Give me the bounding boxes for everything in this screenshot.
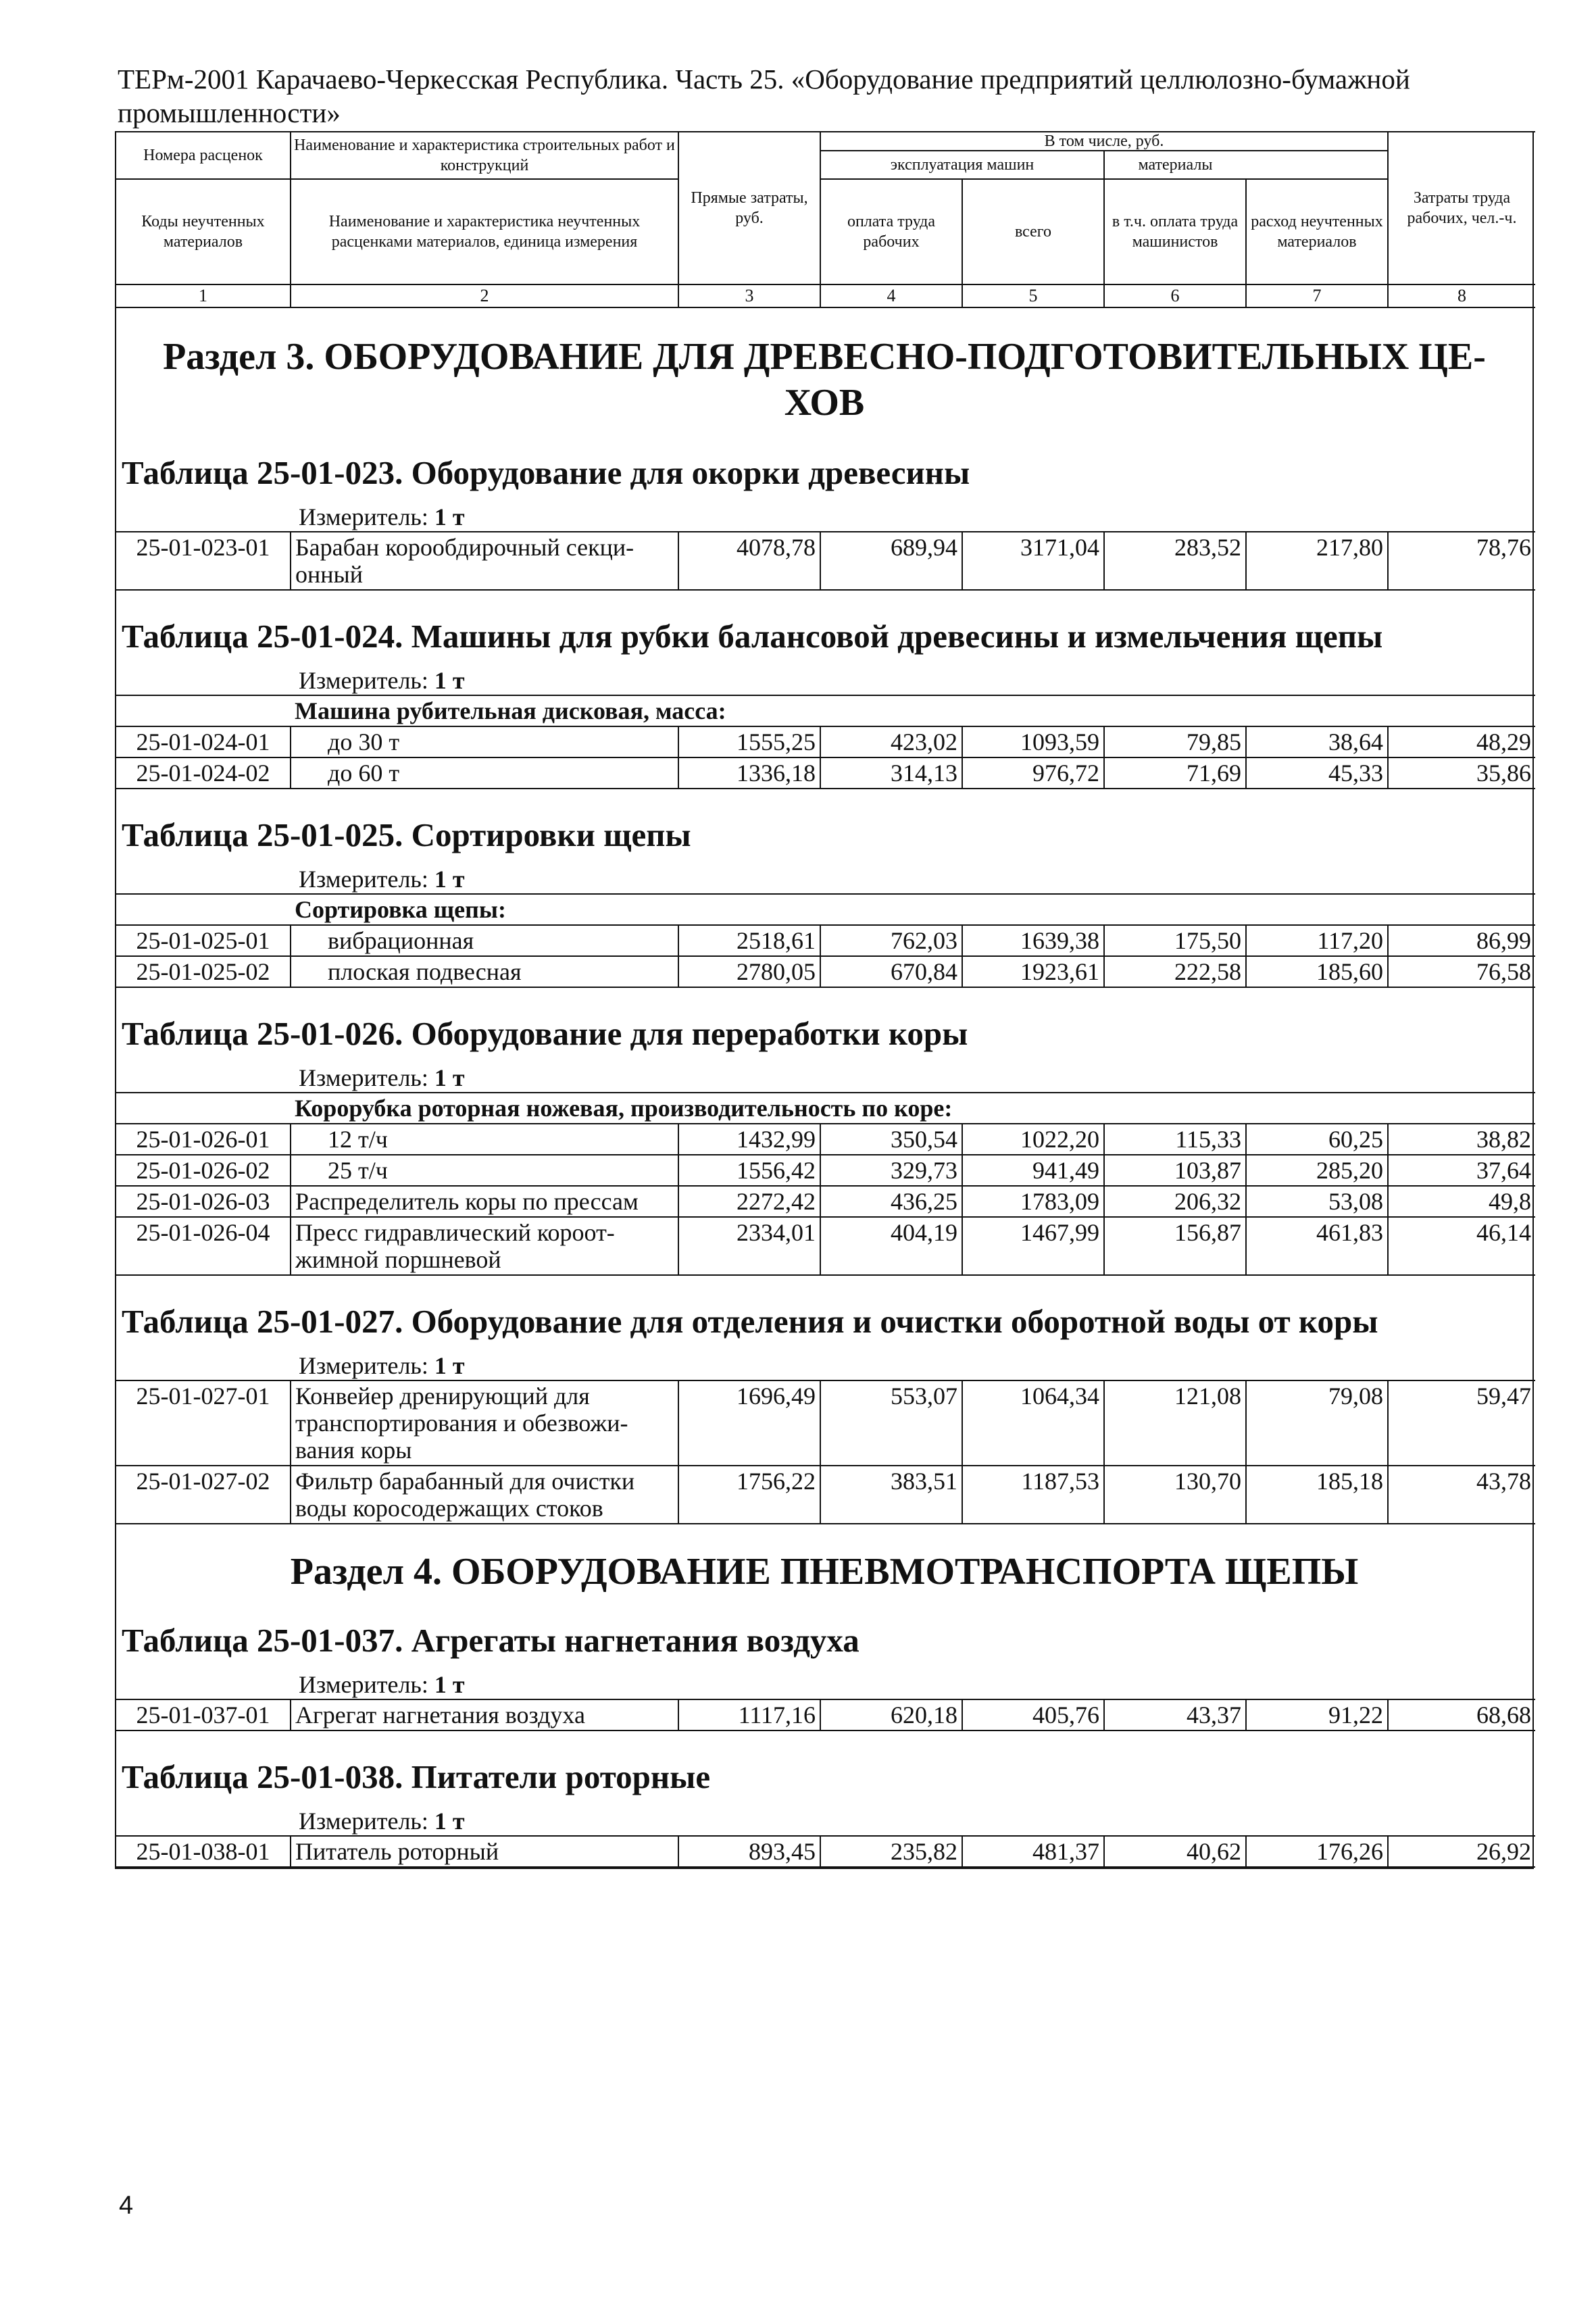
group-row bbox=[116, 695, 1535, 726]
section-title: Раздел 3. ОБОРУДОВАНИЕ ДЛЯ ДРЕВЕСНО-ПОДГОТОВИТЕЛЬНЫХ ЦЕ-ХОВ bbox=[163, 336, 1486, 424]
value-c4: 314,13 bbox=[820, 757, 962, 789]
col-name-header: Наименование и характеристика строительных работ и конструкций bbox=[291, 132, 678, 179]
meter-line bbox=[116, 1064, 1532, 1092]
table-row bbox=[116, 757, 1535, 789]
value-c7: 38,64 bbox=[1246, 726, 1388, 757]
value-c4: 329,73 bbox=[820, 1155, 962, 1186]
value-c5: 941,49 bbox=[962, 1155, 1104, 1186]
value-c5: 1093,59 bbox=[962, 726, 1104, 757]
col-labor-hours: Затраты труда рабочих, чел.-ч. bbox=[1388, 132, 1535, 284]
price-table bbox=[116, 531, 1535, 591]
work-name: Распределитель коры по прессам bbox=[291, 1186, 678, 1217]
value-c8: 35,86 bbox=[1388, 757, 1535, 789]
table-title: Таблица 25-01-026. Оборудование для переработки коры bbox=[122, 1015, 968, 1052]
col-materials-header: материалы bbox=[1104, 151, 1246, 179]
table-row bbox=[116, 1836, 1535, 1867]
value-c6: 121,08 bbox=[1104, 1380, 1246, 1466]
group-row bbox=[116, 894, 1535, 925]
group-code-cell bbox=[116, 1093, 291, 1124]
col-number: 1 bbox=[116, 284, 291, 307]
value-c5: 1639,38 bbox=[962, 925, 1104, 956]
meter-label: Измеритель: bbox=[299, 1808, 428, 1835]
value-c5: 1187,53 bbox=[962, 1466, 1104, 1524]
table-row bbox=[116, 1699, 1535, 1731]
value-c8: 76,58 bbox=[1388, 956, 1535, 987]
value-c8: 26,92 bbox=[1388, 1836, 1535, 1867]
group-code-cell bbox=[116, 695, 291, 726]
col-machinist-pay: в т.ч. оплата труда машинистов bbox=[1104, 179, 1246, 284]
meter-label: Измеритель: bbox=[299, 1671, 428, 1698]
table-row bbox=[116, 925, 1535, 956]
meter-value: 1 т bbox=[434, 866, 465, 893]
value-c5: 1467,99 bbox=[962, 1217, 1104, 1275]
work-name: Агрегат нагнетания воздуха bbox=[291, 1699, 678, 1731]
rate-code: 25-01-024-02 bbox=[116, 757, 291, 789]
meter-value: 1 т bbox=[434, 1671, 465, 1698]
rate-code: 25-01-023-01 bbox=[116, 532, 291, 590]
meter-value: 1 т bbox=[434, 1352, 465, 1379]
meter-label: Измеритель: bbox=[299, 503, 428, 530]
value-c5: 1783,09 bbox=[962, 1186, 1104, 1217]
work-name: Фильтр барабанный для очистки воды коросодержащих стоков bbox=[291, 1466, 678, 1524]
value-c3: 4078,78 bbox=[678, 532, 820, 590]
value-c7: 285,20 bbox=[1246, 1155, 1388, 1186]
value-c6: 175,50 bbox=[1104, 925, 1246, 956]
meter-value: 1 т bbox=[434, 503, 465, 530]
page-title: ТЕРм-2001 Карачаево-Черкесская Республика. Часть 25. «Оборудование предприятий целлюлозно-бумажной промышленности» bbox=[118, 64, 1410, 128]
column-numbers-row bbox=[116, 284, 1535, 307]
value-c7: 217,80 bbox=[1246, 532, 1388, 590]
price-table bbox=[116, 1092, 1535, 1276]
col-material-names: Наименование и характеристика неучтенных расценками материалов, единица измерения bbox=[291, 179, 678, 284]
value-c7: 60,25 bbox=[1246, 1124, 1388, 1155]
value-c6: 103,87 bbox=[1104, 1155, 1246, 1186]
meter-line bbox=[116, 1351, 1532, 1380]
value-c8: 78,76 bbox=[1388, 532, 1535, 590]
value-c7: 79,08 bbox=[1246, 1380, 1388, 1466]
meter-line bbox=[116, 503, 1532, 531]
value-c3: 1556,42 bbox=[678, 1155, 820, 1186]
col-material-codes: Коды неучтенных материалов bbox=[116, 179, 291, 284]
value-c7: 185,60 bbox=[1246, 956, 1388, 987]
value-c3: 1432,99 bbox=[678, 1124, 820, 1155]
meter-line bbox=[116, 666, 1532, 695]
value-c6: 40,62 bbox=[1104, 1836, 1246, 1867]
meter-value: 1 т bbox=[434, 667, 465, 694]
table-row bbox=[116, 1124, 1535, 1155]
document-body bbox=[116, 334, 1532, 1868]
work-name: до 60 т bbox=[291, 757, 678, 789]
work-name: Барабан корообдирочный секци-онный bbox=[291, 532, 678, 590]
group-code-cell bbox=[116, 894, 291, 925]
value-c5: 405,76 bbox=[962, 1699, 1104, 1731]
col-worker-pay: оплата труда рабочих bbox=[820, 179, 962, 284]
value-c6: 71,69 bbox=[1104, 757, 1246, 789]
value-c3: 1696,49 bbox=[678, 1380, 820, 1466]
col-number: 8 bbox=[1388, 284, 1535, 307]
rate-code: 25-01-026-04 bbox=[116, 1217, 291, 1275]
column-header bbox=[116, 131, 1535, 308]
value-c7: 117,20 bbox=[1246, 925, 1388, 956]
value-c3: 2272,42 bbox=[678, 1186, 820, 1217]
table-title: Таблица 25-01-023. Оборудование для окорки древесины bbox=[122, 454, 970, 491]
value-c8: 37,64 bbox=[1388, 1155, 1535, 1186]
col-machines-header: эксплуатация машин bbox=[820, 151, 1104, 179]
col-number: 2 bbox=[291, 284, 678, 307]
meter-label: Измеритель: bbox=[299, 866, 428, 893]
table-row bbox=[116, 1466, 1535, 1524]
value-c3: 2780,05 bbox=[678, 956, 820, 987]
rate-code: 25-01-026-02 bbox=[116, 1155, 291, 1186]
work-name: плоская подвесная bbox=[291, 956, 678, 987]
meter-line bbox=[116, 865, 1532, 893]
value-c5: 1022,20 bbox=[962, 1124, 1104, 1155]
value-c4: 235,82 bbox=[820, 1836, 962, 1867]
work-name: Пресс гидравлический короот-жимной поршневой bbox=[291, 1217, 678, 1275]
value-c3: 1756,22 bbox=[678, 1466, 820, 1524]
meter-label: Измеритель: bbox=[299, 1064, 428, 1091]
value-c7: 176,26 bbox=[1246, 1836, 1388, 1867]
value-c8: 86,99 bbox=[1388, 925, 1535, 956]
value-c6: 283,52 bbox=[1104, 532, 1246, 590]
value-c4: 383,51 bbox=[820, 1466, 962, 1524]
col-number: 6 bbox=[1104, 284, 1246, 307]
col-number: 5 bbox=[962, 284, 1104, 307]
value-c4: 689,94 bbox=[820, 532, 962, 590]
col-machines-total: всего bbox=[962, 179, 1104, 284]
col-code-header: Номера расценок bbox=[116, 132, 291, 179]
work-name: вибрационная bbox=[291, 925, 678, 956]
work-name: Конвейер дренирующий для транспортирования и обезвожи-вания коры bbox=[291, 1380, 678, 1466]
meter-line bbox=[116, 1807, 1532, 1835]
col-number: 3 bbox=[678, 284, 820, 307]
price-table bbox=[116, 1380, 1535, 1524]
value-c5: 481,37 bbox=[962, 1836, 1104, 1867]
value-c3: 1336,18 bbox=[678, 757, 820, 789]
page-number: 4 bbox=[119, 2191, 134, 2220]
value-c6: 130,70 bbox=[1104, 1466, 1246, 1524]
value-c4: 423,02 bbox=[820, 726, 962, 757]
table-row bbox=[116, 1217, 1535, 1275]
value-c4: 404,19 bbox=[820, 1217, 962, 1275]
value-c8: 46,14 bbox=[1388, 1217, 1535, 1275]
value-c4: 762,03 bbox=[820, 925, 962, 956]
value-c3: 1117,16 bbox=[678, 1699, 820, 1731]
col-incl-header: В том числе, руб. bbox=[820, 132, 1388, 151]
value-c8: 59,47 bbox=[1388, 1380, 1535, 1466]
rate-code: 25-01-027-01 bbox=[116, 1380, 291, 1466]
value-c6: 79,85 bbox=[1104, 726, 1246, 757]
rate-code: 25-01-037-01 bbox=[116, 1699, 291, 1731]
work-name: 12 т/ч bbox=[291, 1124, 678, 1155]
value-c7: 461,83 bbox=[1246, 1217, 1388, 1275]
section-title: Раздел 4. ОБОРУДОВАНИЕ ПНЕВМОТРАНСПОРТА ЩЕПЫ bbox=[290, 1551, 1359, 1593]
rate-code: 25-01-038-01 bbox=[116, 1836, 291, 1867]
col-number: 4 bbox=[820, 284, 962, 307]
value-c5: 1064,34 bbox=[962, 1380, 1104, 1466]
value-c8: 38,82 bbox=[1388, 1124, 1535, 1155]
value-c3: 1555,25 bbox=[678, 726, 820, 757]
price-table bbox=[116, 1699, 1535, 1731]
value-c5: 1923,61 bbox=[962, 956, 1104, 987]
group-heading: Машина рубительная дисковая, масса: bbox=[291, 695, 1535, 726]
value-c3: 2334,01 bbox=[678, 1217, 820, 1275]
value-c4: 553,07 bbox=[820, 1380, 962, 1466]
table-title: Таблица 25-01-037. Агрегаты нагнетания воздуха bbox=[122, 1622, 859, 1659]
value-c6: 222,58 bbox=[1104, 956, 1246, 987]
value-c4: 436,25 bbox=[820, 1186, 962, 1217]
table-title: Таблица 25-01-025. Сортировки щепы bbox=[122, 816, 691, 853]
col-materials-use: расход неучтенных материалов bbox=[1246, 179, 1388, 284]
value-c5: 3171,04 bbox=[962, 532, 1104, 590]
work-name: Питатель роторный bbox=[291, 1836, 678, 1867]
value-c7: 91,22 bbox=[1246, 1699, 1388, 1731]
value-c4: 670,84 bbox=[820, 956, 962, 987]
table-row bbox=[116, 726, 1535, 757]
meter-line bbox=[116, 1670, 1532, 1699]
col-direct-costs: Прямые затраты, руб. bbox=[678, 132, 820, 284]
meter-label: Измеритель: bbox=[299, 667, 428, 694]
meter-value: 1 т bbox=[434, 1064, 465, 1091]
value-c7: 185,18 bbox=[1246, 1466, 1388, 1524]
document-frame bbox=[115, 131, 1534, 1869]
meter-label: Измеритель: bbox=[299, 1352, 428, 1379]
value-c6: 43,37 bbox=[1104, 1699, 1246, 1731]
group-row bbox=[116, 1093, 1535, 1124]
work-name: 25 т/ч bbox=[291, 1155, 678, 1186]
value-c4: 350,54 bbox=[820, 1124, 962, 1155]
value-c7: 45,33 bbox=[1246, 757, 1388, 789]
value-c8: 43,78 bbox=[1388, 1466, 1535, 1524]
table-row bbox=[116, 956, 1535, 987]
value-c5: 976,72 bbox=[962, 757, 1104, 789]
value-c6: 156,87 bbox=[1104, 1217, 1246, 1275]
value-c4: 620,18 bbox=[820, 1699, 962, 1731]
rate-code: 25-01-027-02 bbox=[116, 1466, 291, 1524]
rate-code: 25-01-024-01 bbox=[116, 726, 291, 757]
table-title: Таблица 25-01-027. Оборудование для отделения и очистки оборотной воды от коры bbox=[122, 1303, 1378, 1340]
table-row bbox=[116, 1186, 1535, 1217]
work-name: до 30 т bbox=[291, 726, 678, 757]
rate-code: 25-01-026-03 bbox=[116, 1186, 291, 1217]
value-c3: 2518,61 bbox=[678, 925, 820, 956]
rate-code: 25-01-025-02 bbox=[116, 956, 291, 987]
meter-value: 1 т bbox=[434, 1808, 465, 1835]
price-table bbox=[116, 695, 1535, 789]
rate-code: 25-01-026-01 bbox=[116, 1124, 291, 1155]
value-c8: 49,8 bbox=[1388, 1186, 1535, 1217]
price-table bbox=[116, 893, 1535, 988]
group-heading: Корорубка роторная ножевая, производительность по коре: bbox=[291, 1093, 1535, 1124]
value-c8: 68,68 bbox=[1388, 1699, 1535, 1731]
value-c6: 206,32 bbox=[1104, 1186, 1246, 1217]
value-c7: 53,08 bbox=[1246, 1186, 1388, 1217]
table-row bbox=[116, 1155, 1535, 1186]
col-number: 7 bbox=[1246, 284, 1388, 307]
table-row bbox=[116, 1380, 1535, 1466]
group-heading: Сортировка щепы: bbox=[291, 894, 1535, 925]
rate-code: 25-01-025-01 bbox=[116, 925, 291, 956]
value-c6: 115,33 bbox=[1104, 1124, 1246, 1155]
price-table bbox=[116, 1835, 1535, 1868]
table-title: Таблица 25-01-038. Питатели роторные bbox=[122, 1758, 711, 1795]
value-c3: 893,45 bbox=[678, 1836, 820, 1867]
table-row bbox=[116, 532, 1535, 590]
table-title: Таблица 25-01-024. Машины для рубки балансовой древесины и измельчения щепы bbox=[122, 618, 1383, 655]
value-c8: 48,29 bbox=[1388, 726, 1535, 757]
